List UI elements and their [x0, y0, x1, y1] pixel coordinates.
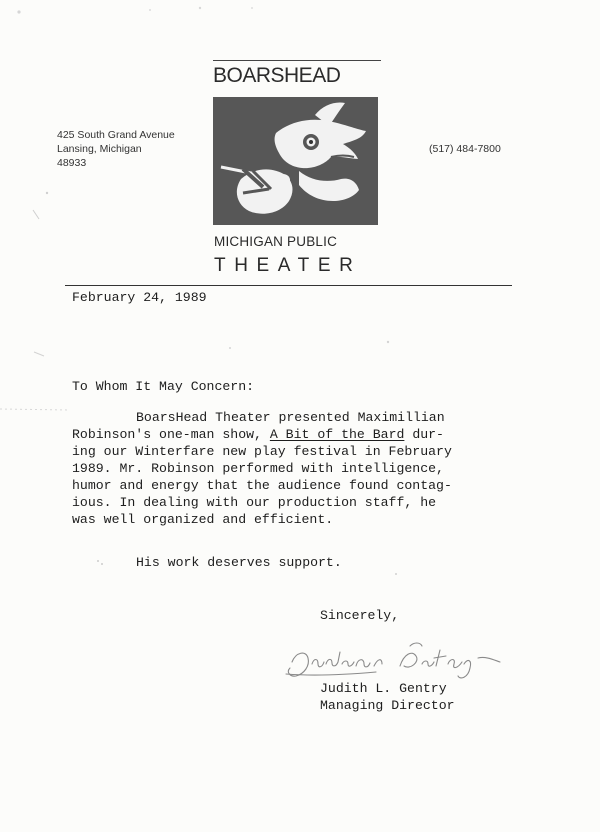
body-text: ious. In dealing with our production staff, he	[72, 495, 437, 510]
brand-subtitle: MICHIGAN PUBLIC	[214, 234, 338, 249]
body-line	[72, 444, 452, 459]
body-text: ing our Winterfare new play festival in February	[72, 444, 452, 459]
letterhead-rule	[65, 285, 512, 286]
closing-line: His work deserves support.	[136, 555, 342, 570]
boar-logo-icon	[213, 97, 378, 225]
body-text: Robinson's one-man show,	[72, 427, 270, 442]
valediction: Sincerely,	[320, 608, 400, 623]
address-street: 425 South Grand Avenue	[57, 129, 175, 141]
salutation: To Whom It May Concern:	[72, 379, 255, 394]
brand-top-rule	[213, 60, 381, 61]
signer-name: Judith L. Gentry	[320, 681, 447, 696]
body-text: was well organized and efficient.	[72, 512, 334, 527]
body-line	[72, 427, 444, 442]
body-line	[72, 461, 444, 476]
body-line	[136, 410, 445, 425]
body-text: dur-	[404, 427, 444, 442]
body-text: 1989. Mr. Robinson performed with intelligence,	[72, 461, 444, 476]
body-text: humor and energy that the audience found contag-	[72, 478, 452, 493]
body-text: BoarsHead Theater presented Maximillian	[136, 410, 445, 425]
address-city: Lansing, Michigan	[57, 143, 142, 155]
signer-title: Managing Director	[320, 698, 455, 713]
body-line	[72, 495, 436, 510]
letter-date: February 24, 1989	[72, 290, 207, 305]
body-line	[72, 512, 333, 527]
handwritten-signature	[282, 636, 522, 686]
address-zip: 48933	[57, 157, 87, 169]
phone-number: (517) 484-7800	[429, 143, 501, 155]
brand-theater: THEATER	[214, 255, 362, 276]
brand-name: BOARSHEAD	[213, 64, 341, 87]
show-title: A Bit of the Bard	[269, 427, 405, 442]
body-line	[72, 478, 452, 493]
